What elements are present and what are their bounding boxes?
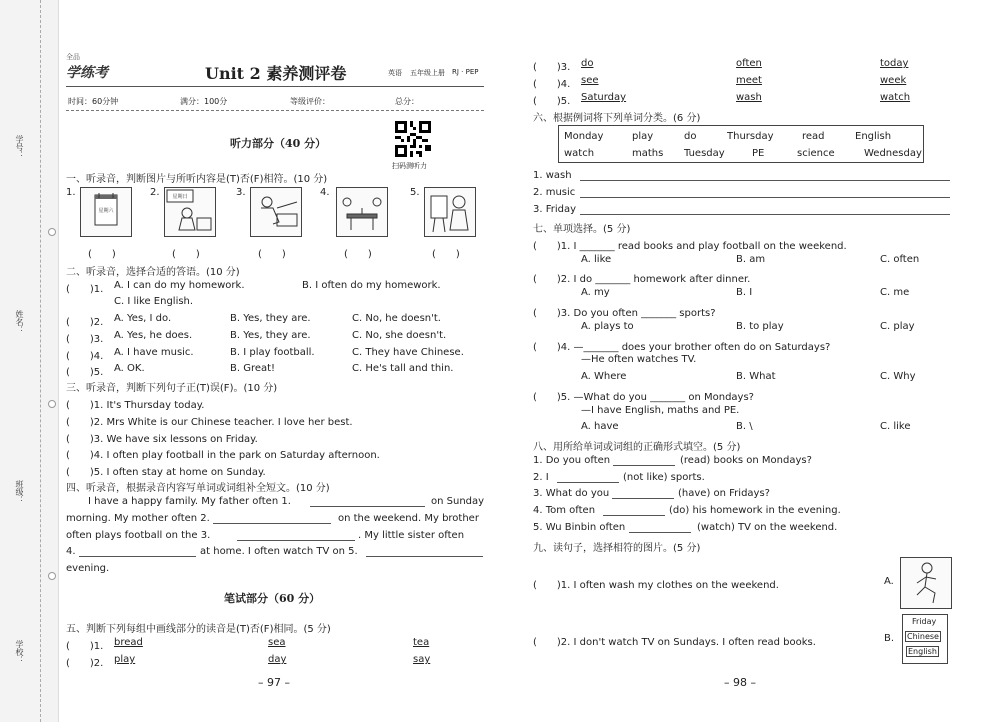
passage-text: 4. <box>66 546 76 557</box>
word: say <box>413 654 431 665</box>
answer-line[interactable] <box>580 214 950 215</box>
total-score: 总分： <box>395 97 419 106</box>
answer-paren[interactable]: ( ) <box>88 249 116 260</box>
bank-word: Tuesday <box>684 148 725 159</box>
picture-number: 3. <box>236 187 246 198</box>
header-rule-2 <box>66 110 484 111</box>
question-number[interactable]: ( )4. <box>533 79 571 90</box>
word: play <box>114 654 136 665</box>
fill-text: 3. What do you <box>533 488 610 499</box>
passage-text: evening. <box>66 563 110 574</box>
bank-word: read <box>802 131 825 142</box>
option-b: B. Great! <box>230 363 276 374</box>
page-number-right: – 98 – <box>724 676 756 689</box>
option-a: A. my <box>581 287 610 298</box>
match-question[interactable]: ( )2. I don't watch TV on Sundays. I often read books. <box>533 637 816 648</box>
section-4-title: 四、听录音，根据录音内容写单词或词组补全短文。(10 分) <box>66 483 330 494</box>
tf-item[interactable]: ( )5. I often stay at home on Sunday. <box>66 467 266 478</box>
svg-text:星期日: 星期日 <box>172 194 188 200</box>
passage-text: on Sunday <box>431 496 485 507</box>
word: today <box>880 58 909 69</box>
bank-word: do <box>684 131 697 142</box>
option-b: B. I play football. <box>230 347 315 358</box>
option-a: A. Yes, he does. <box>114 330 193 341</box>
passage-text: often plays football on the 3. <box>66 530 211 541</box>
answer-line[interactable] <box>580 180 950 181</box>
fill-blank[interactable] <box>629 532 691 533</box>
school-label: 学校： <box>15 640 24 664</box>
section-6-title: 六、根据例词将下列单词分类。(6 分) <box>533 113 701 124</box>
grade: 五年级上册 <box>410 69 445 77</box>
mc-question[interactable]: ( )3. Do you often _______ sports? <box>533 308 716 319</box>
header-rule <box>66 86 484 87</box>
word: meet <box>736 75 762 86</box>
section-3-title: 三、听录音，判断下列句子正(T)误(F)。(10 分) <box>66 383 278 394</box>
option-c: C. I like English. <box>114 296 194 307</box>
question-number[interactable]: ( )5. <box>66 367 104 378</box>
tf-item[interactable]: ( )2. Mrs White is our Chinese teacher. I love her best. <box>66 417 353 428</box>
option-a: A. I have music. <box>114 347 194 358</box>
option-c: C. He's tall and thin. <box>352 363 454 374</box>
logo-top: 全品 <box>66 53 80 61</box>
washing-picture <box>250 187 302 237</box>
question-number[interactable]: ( )1. <box>66 641 104 652</box>
word: sea <box>268 637 286 648</box>
blank-4[interactable] <box>79 556 196 557</box>
mc-answer-line: —He often watches TV. <box>581 354 697 365</box>
bank-word: PE <box>752 148 765 159</box>
fill-text: 4. Tom often <box>533 505 596 516</box>
grade-eval: 等级评价： <box>290 97 330 106</box>
passage-text: at home. I often watch TV on 5. <box>200 546 358 557</box>
bank-word: Monday <box>564 131 604 142</box>
word: Saturday <box>581 92 627 103</box>
mc-question[interactable]: ( )5. —What do you _______ on Mondays? <box>533 392 754 403</box>
fill-text: (have) on Fridays? <box>678 488 770 499</box>
option-b: B. Yes, they are. <box>230 330 311 341</box>
question-number[interactable]: ( )4. <box>66 351 104 362</box>
category-label: 3. Friday <box>533 204 577 215</box>
fill-blank[interactable] <box>557 482 619 483</box>
fill-blank[interactable] <box>603 515 665 516</box>
question-number[interactable]: ( )1. <box>66 284 104 295</box>
category-label: 2. music <box>533 187 576 198</box>
section-7-title: 七、单项选择。(5 分) <box>533 224 631 235</box>
mc-question[interactable]: ( )2. I do _______ homework after dinner. <box>533 274 751 285</box>
fill-text: (do) his homework in the evening. <box>669 505 841 516</box>
section-8-title: 八、用所给单词或词组的正确形式填空。(5 分) <box>533 442 741 453</box>
question-number[interactable]: ( )3. <box>533 62 571 73</box>
option-c: C. They have Chinese. <box>352 347 464 358</box>
bank-word: maths <box>632 148 664 159</box>
running-boy-picture <box>900 557 952 609</box>
option-a: A. OK. <box>114 363 145 374</box>
bank-word: Wednesday <box>864 148 922 159</box>
logo: 学练考 <box>66 65 108 81</box>
option-b: B. Yes, they are. <box>230 313 311 324</box>
mc-answer-line: —I have English, maths and PE. <box>581 405 740 416</box>
option-a: A. Where <box>581 371 627 382</box>
section-9-title: 九、读句子，选择相符的图片。(5 分) <box>533 543 701 554</box>
answer-paren[interactable]: ( ) <box>344 249 372 260</box>
word: bread <box>114 637 143 648</box>
picture-number: 5. <box>410 187 420 198</box>
option-c: C. Why <box>880 371 916 382</box>
qr-code-icon[interactable] <box>395 121 431 157</box>
bank-word: English <box>855 131 892 142</box>
option-a: A. I can do my homework. <box>114 280 245 291</box>
cooking-picture <box>164 187 216 237</box>
picture-option-label: A. <box>884 576 894 587</box>
fill-text: 2. I <box>533 472 549 483</box>
fill-text: (watch) TV on the weekend. <box>697 522 838 533</box>
word: day <box>268 654 287 665</box>
section-2-title: 二、听录音，选择合适的答语。(10 分) <box>66 267 240 278</box>
word: watch <box>880 92 911 103</box>
option-c: C. No, he doesn't. <box>352 313 441 324</box>
timetable-subject: English <box>908 647 937 656</box>
binding-gutter <box>0 0 59 722</box>
binding-hole <box>48 228 56 236</box>
answer-paren[interactable]: ( ) <box>432 249 460 260</box>
option-c: C. often <box>880 254 920 265</box>
fill-blank[interactable] <box>612 498 674 499</box>
question-number[interactable]: ( )5. <box>533 96 571 107</box>
written-section-title: 笔试部分（60 分） <box>224 592 321 605</box>
question-number[interactable]: ( )2. <box>66 658 104 669</box>
bank-word: Thursday <box>727 131 774 142</box>
option-b: B. I <box>736 287 753 298</box>
section-1-title: 一、听录音，判断图片与所听内容是(T)否(F)相符。(10 分) <box>66 174 328 185</box>
drawing-picture <box>424 187 476 237</box>
class-label: 班级： <box>15 480 24 504</box>
bank-word: play <box>632 131 654 142</box>
option-c: C. play <box>880 321 915 332</box>
fill-text: (not like) sports. <box>623 472 705 483</box>
bank-word: science <box>797 148 835 159</box>
fill-text: 1. Do you often <box>533 455 611 466</box>
bank-word: watch <box>564 148 595 159</box>
binding-hole <box>48 400 56 408</box>
picture-number: 1. <box>66 187 76 198</box>
question-number[interactable]: ( )3. <box>66 334 104 345</box>
student-id-label: 学号： <box>15 135 24 159</box>
listening-section-title: 听力部分（40 分） <box>230 137 327 150</box>
tf-item[interactable]: ( )1. It's Thursday today. <box>66 400 205 411</box>
question-number[interactable]: ( )2. <box>66 317 104 328</box>
option-b: B. am <box>736 254 766 265</box>
option-a: A. have <box>581 421 619 432</box>
blank-1[interactable] <box>310 506 425 507</box>
word: tea <box>413 637 430 648</box>
word: do <box>581 58 594 69</box>
page-number-left: – 97 – <box>258 676 290 689</box>
answer-line[interactable] <box>580 197 950 198</box>
option-b: B. \ <box>736 421 753 432</box>
option-b: B. What <box>736 371 776 382</box>
word: wash <box>736 92 762 103</box>
option-a: A. Yes, I do. <box>114 313 172 324</box>
passage-text: I have a happy family. My father often 1. <box>88 496 291 507</box>
passage-text: morning. My mother often 2. <box>66 513 210 524</box>
tf-item[interactable]: ( )4. I often play football in the park on Saturday afternoon. <box>66 450 380 461</box>
name-label: 姓名： <box>15 310 24 334</box>
time-limit: 时间：60分钟 <box>68 97 119 106</box>
section-5-title: 五、判断下列每组中画线部分的读音是(T)否(F)相同。(5 分) <box>66 624 331 635</box>
word: see <box>581 75 599 86</box>
subject: 英语 <box>388 69 402 77</box>
full-score: 满分：100分 <box>180 97 228 106</box>
cut-line <box>40 0 41 722</box>
pingpong-picture <box>336 187 388 237</box>
fill-text: 5. Wu Binbin often <box>533 522 626 533</box>
answer-paren[interactable]: ( ) <box>172 249 200 260</box>
mc-question[interactable]: ( )1. I _______ read books and play football on the weekend. <box>533 241 847 252</box>
option-c: C. me <box>880 287 910 298</box>
option-b: B. to play <box>736 321 784 332</box>
blank-2[interactable] <box>213 523 331 524</box>
passage-text: . My little sister often <box>358 530 465 541</box>
tf-item[interactable]: ( )3. We have six lessons on Friday. <box>66 434 258 445</box>
option-a: A. plays to <box>581 321 634 332</box>
timetable-day: Friday <box>912 617 937 626</box>
page-title: Unit 2 素养测评卷 <box>205 64 347 83</box>
fill-text: (read) books on Mondays? <box>680 455 812 466</box>
mc-question[interactable]: ( )4. —_______ does your brother often do on Saturdays? <box>533 342 831 353</box>
option-c: C. like <box>880 421 911 432</box>
answer-paren[interactable]: ( ) <box>258 249 286 260</box>
edition: RJ · PEP <box>452 68 479 76</box>
picture-option-label: B. <box>884 633 895 644</box>
qr-label: 扫码测听力 <box>392 162 427 170</box>
option-c: C. No, she doesn't. <box>352 330 447 341</box>
picture-number: 2. <box>150 187 160 198</box>
fill-blank[interactable] <box>613 465 675 466</box>
passage-text: on the weekend. My brother <box>338 513 479 524</box>
word: week <box>880 75 907 86</box>
option-a: A. like <box>581 254 612 265</box>
category-label: 1. wash <box>533 170 572 181</box>
picture-number: 4. <box>320 187 330 198</box>
option-b: B. I often do my homework. <box>302 280 441 291</box>
timetable-subject: Chinese <box>907 632 939 641</box>
match-question[interactable]: ( )1. I often wash my clothes on the weekend. <box>533 580 779 591</box>
binding-hole <box>48 572 56 580</box>
blank-3[interactable] <box>237 540 355 541</box>
calendar-picture <box>80 187 132 237</box>
word: often <box>736 58 762 69</box>
blank-5[interactable] <box>366 556 483 557</box>
svg-text:星期六: 星期六 <box>98 208 114 214</box>
